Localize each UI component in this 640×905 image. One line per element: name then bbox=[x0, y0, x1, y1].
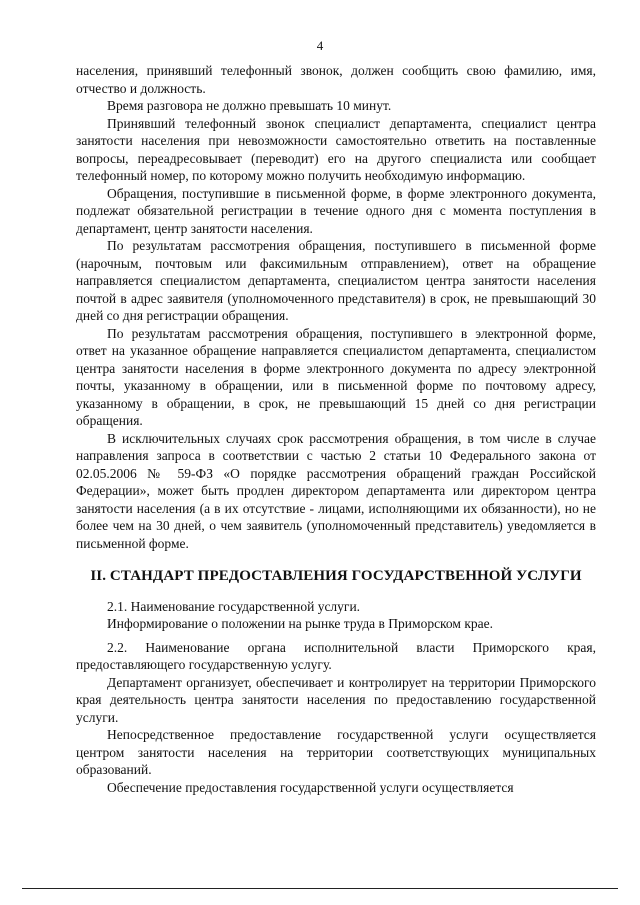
paragraph: Обращения, поступившие в письменной форме, в форме электронного документа, подлежат обязательной регистрации в течение одного дня с момента поступления в департамент, центр занятости населения. bbox=[76, 185, 596, 236]
paragraph: Время разговора не должно превышать 10 минут. bbox=[107, 98, 392, 113]
paragraph: Обеспечение предоставления государственной услуги осуществляется bbox=[107, 779, 514, 795]
paragraph: По результатам рассмотрения обращения, поступившего в письменной форме (нарочным, почтовым или факсимильным отправлением), ответ на обращение направляется специалистом департамента, специалистом центра занятости населения почтой в адрес заявителя (уполномоченного представителя) в срок, не превышающий 30 дней со дня регистрации обращения. bbox=[76, 238, 596, 323]
section-heading: II. СТАНДАРТ ПРЕДОСТАВЛЕНИЯ ГОСУДАРСТВЕННОЙ УСЛУГИ bbox=[90, 568, 582, 584]
paragraph: 2.2. Наименование органа исполнительной власти Приморского края, предоставляющего государственную услугу. bbox=[76, 639, 596, 672]
paragraph: В исключительных случаях срок рассмотрения обращения, в том числе в случае направления запроса в соответствии с частью 2 статьи 10 Федерального закона от 02.05.2006 № 59-ФЗ «О порядке рассмотрения обращений граждан Российской Федерации», может быть продлен директором департамента или директором центра занятости населения (а в их отсутствие - лицами, исполняющими их обязанности), но не более чем на 30 дней, о чем заявитель (уполномоченный представитель) уведомляется в письменной форме. bbox=[76, 430, 596, 551]
paragraph: Информирование о положении на рынке труда в Приморском крае. bbox=[107, 616, 494, 631]
paragraph: Департамент организует, обеспечивает и контролирует на территории Приморского края деятельность центра занятости населения по предоставлению государственной услуги. bbox=[76, 674, 596, 725]
page-number: 4 bbox=[316, 38, 324, 53]
paragraph: По результатам рассмотрения обращения, поступившего в электронной форме, ответ на указанное обращение направляется специалистом департамента, специалистом центра занятости населения в форме электронного документа по адресу электронной почты, указанному в обращении, или в письменной форме по почтовому адресу, указанному в обращении, в срок, не превышающий 15 дней со дня регистрации обращения. bbox=[76, 325, 596, 428]
paragraph: Принявший телефонный звонок специалист департамента, специалист центра занятости населения при невозможности самостоятельно ответить на поставленные вопросы, переадресовывает (переводит) его на другого специалиста или сообщает телефонный номер, по которому можно получить необходимую информацию. bbox=[76, 115, 596, 183]
page-bottom-rule bbox=[22, 888, 618, 889]
document-body bbox=[76, 62, 596, 796]
paragraph: Непосредственное предоставление государственной услуги осуществляется центром занятости населения на территории соответствующих муниципальных образований. bbox=[76, 727, 596, 777]
paragraph: 2.1. Наименование государственной услуги. bbox=[107, 598, 361, 614]
paragraph: населения, принявший телефонный звонок, должен сообщить свою фамилию, имя, отчество и должность. bbox=[76, 63, 596, 96]
